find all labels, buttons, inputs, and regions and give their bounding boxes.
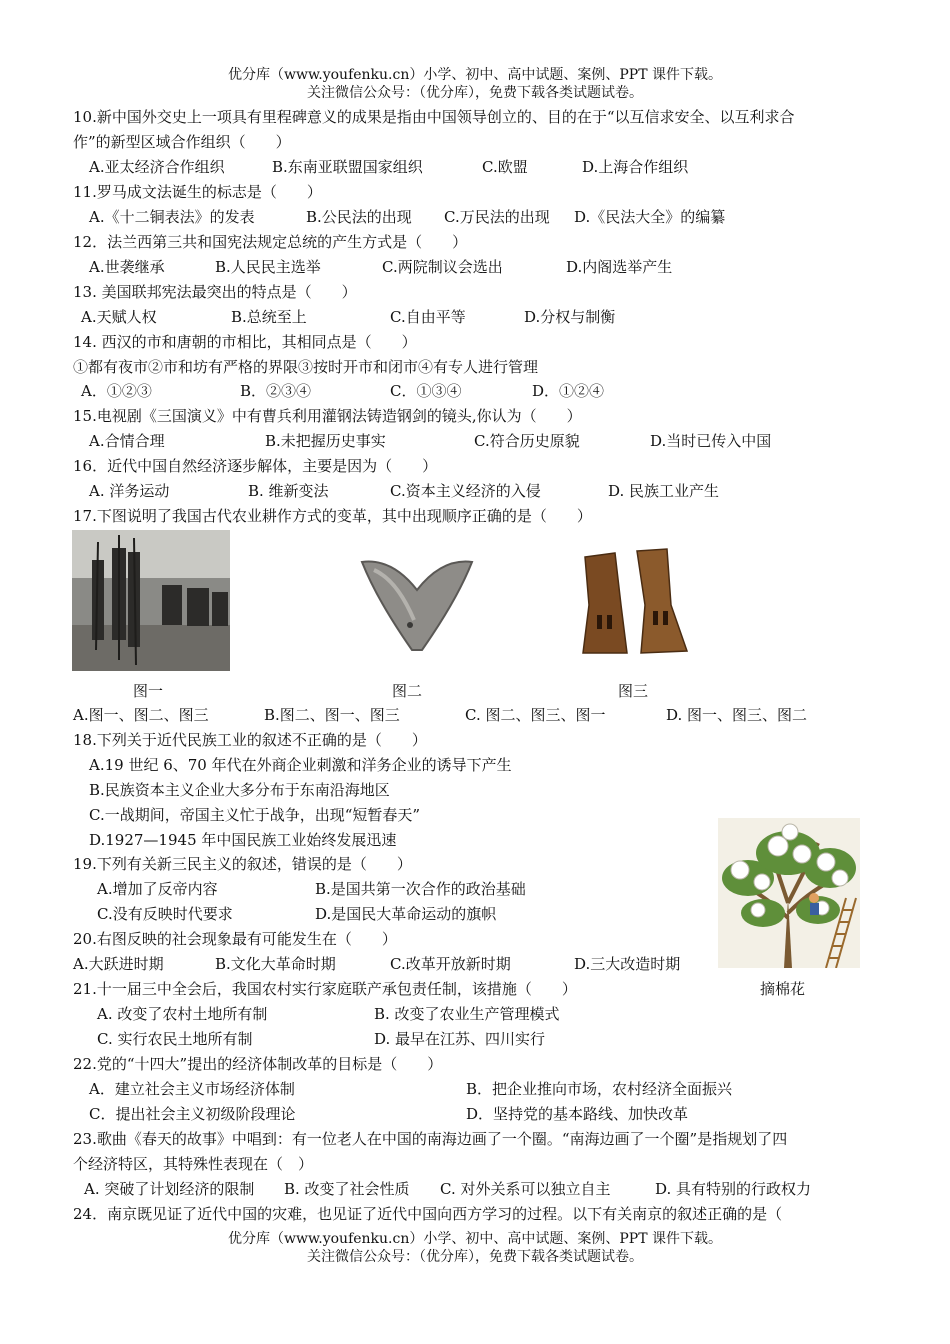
q16-option-d: D. 民族工业产生 bbox=[608, 482, 720, 500]
figure-3-spade-heads bbox=[575, 545, 701, 657]
q19-stem: 19.下列有关新三民主义的叙述，错误的是（ ） bbox=[73, 855, 412, 873]
q16-option-c: C.资本主义经济的入侵 bbox=[390, 482, 541, 500]
q11-option-c: C.万民法的出现 bbox=[444, 208, 550, 226]
q23-option-c: C. 对外关系可以独立自主 bbox=[440, 1180, 611, 1198]
q11-option-d: D.《民法大全》的编纂 bbox=[574, 208, 726, 226]
q10-option-b: B.东南亚联盟国家组织 bbox=[272, 158, 423, 176]
q13-stem: 13. 美国联邦宪法最突出的特点是（ ） bbox=[73, 283, 357, 301]
q21-option-d: D. 最早在江苏、四川实行 bbox=[374, 1030, 546, 1048]
q14-option-c: C．①③④ bbox=[390, 382, 462, 400]
q23-stem-1: 23.歌曲《春天的故事》中唱到：有一位老人在中国的南海边画了一个圈。“南海边画了一个圈”是指规划了四 bbox=[73, 1130, 788, 1148]
q17-option-c: C. 图二、图三、图一 bbox=[465, 706, 606, 724]
q21-option-a: A. 改变了农村土地所有制 bbox=[97, 1005, 268, 1023]
q10-stem-2: 作”的新型区域合作组织（ ） bbox=[73, 133, 291, 151]
q16-option-b: B. 维新变法 bbox=[248, 482, 329, 500]
q23-stem-2: 个经济特区，其特殊性表现在（ ） bbox=[73, 1155, 314, 1173]
q17-option-d: D. 图一、图三、图二 bbox=[666, 706, 808, 724]
q17-stem: 17.下图说明了我国古代农业耕作方式的变革，其中出现顺序正确的是（ ） bbox=[73, 507, 592, 525]
q13-option-d: D.分权与制衡 bbox=[524, 308, 616, 326]
q22-option-d: D．坚持党的基本路线、加快改革 bbox=[466, 1105, 689, 1123]
q13-option-c: C.自由平等 bbox=[390, 308, 466, 326]
q19-option-c: C.没有反映时代要求 bbox=[97, 905, 233, 923]
q18-option-d: D.1927—1945 年中国民族工业始终发展迅速 bbox=[89, 831, 397, 849]
footer-line-1: 优分库（www.youfenku.cn）小学、初中、高中试题、案例、PPT 课件下载。 bbox=[227, 1231, 722, 1247]
q16-option-a: A. 洋务运动 bbox=[89, 482, 170, 500]
q18-option-b: B.民族资本主义企业大多分布于东南沿海地区 bbox=[89, 781, 390, 799]
q22-option-c: C．提出社会主义初级阶段理论 bbox=[89, 1105, 296, 1123]
cotton-picking-caption: 摘棉花 bbox=[760, 980, 806, 998]
q15-option-c: C.符合历史原貌 bbox=[474, 432, 580, 450]
q12-option-a: A.世袭继承 bbox=[89, 258, 165, 276]
q10-option-d: D.上海合作组织 bbox=[582, 158, 689, 176]
q17-option-a: A.图一、图二、图三 bbox=[73, 706, 209, 724]
q15-option-b: B.未把握历史事实 bbox=[265, 432, 386, 450]
q11-option-a: A.《十二铜表法》的发表 bbox=[89, 208, 255, 226]
q19-option-b: B.是国共第一次合作的政治基础 bbox=[315, 880, 526, 898]
q15-stem: 15.电视剧《三国演义》中有曹兵利用灌钢法铸造钢剑的镜头,你认为（ ） bbox=[73, 407, 582, 425]
q18-option-a: A.19 世纪 6、70 年代在外商企业刺激和洋务企业的诱导下产生 bbox=[89, 756, 512, 774]
q22-option-a: A．建立社会主义市场经济体制 bbox=[89, 1080, 295, 1098]
q14-option-a: A．①②③ bbox=[81, 382, 152, 400]
header-line-1: 优分库（www.youfenku.cn）小学、初中、高中试题、案例、PPT 课件下载。 bbox=[227, 67, 722, 83]
q15-option-d: D.当时已传入中国 bbox=[650, 432, 772, 450]
q11-stem: 11.罗马成文法诞生的标志是（ ） bbox=[73, 183, 322, 201]
q14-option-b: B．②③④ bbox=[240, 382, 312, 400]
q21-stem: 21.十一届三中全会后，我国农村实行家庭联产承包责任制，该措施（ ） bbox=[73, 980, 577, 998]
q14-items: ①都有夜市②市和坊有严格的界限③按时开市和闭市④有专人进行管理 bbox=[73, 358, 539, 376]
figure-2-caption: 图二 bbox=[392, 682, 423, 700]
q19-option-d: D.是国民大革命运动的旗帜 bbox=[315, 905, 497, 923]
footer-line-2: 关注微信公众号：（优分库），免费下载各类试题试卷。 bbox=[307, 1249, 643, 1265]
figure-2-plough-blade bbox=[352, 540, 482, 668]
cotton-picking-poster bbox=[718, 818, 860, 968]
q10-option-c: C.欧盟 bbox=[482, 158, 528, 176]
q12-option-c: C.两院制议会选出 bbox=[382, 258, 503, 276]
q10-option-a: A.亚太经济合作组织 bbox=[89, 158, 225, 176]
figure-1-caption: 图一 bbox=[133, 682, 164, 700]
header-line-2: 关注微信公众号：（优分库），免费下载各类试题试卷。 bbox=[307, 85, 643, 101]
q18-stem: 18.下列关于近代民族工业的叙述不正确的是（ ） bbox=[73, 731, 427, 749]
q13-option-b: B.总统至上 bbox=[231, 308, 307, 326]
q24-stem: 24．南京既见证了近代中国的灾难，也见证了近代中国向西方学习的过程。以下有关南京的叙述正确的是（ bbox=[73, 1205, 783, 1223]
q12-stem: 12．法兰西第三共和国宪法规定总统的产生方式是（ ） bbox=[73, 233, 468, 251]
q12-option-d: D.内阁选举产生 bbox=[566, 258, 673, 276]
figure-3-caption: 图三 bbox=[618, 682, 649, 700]
q13-option-a: A.天赋人权 bbox=[81, 308, 157, 326]
q19-option-a: A.增加了反帝内容 bbox=[97, 880, 218, 898]
q22-option-b: B．把企业推向市场，农村经济全面振兴 bbox=[466, 1080, 733, 1098]
q23-option-b: B. 改变了社会性质 bbox=[284, 1180, 410, 1198]
q12-option-b: B.人民民主选举 bbox=[215, 258, 321, 276]
q20-stem: 20.右图反映的社会现象最有可能发生在（ ） bbox=[73, 930, 397, 948]
q14-stem: 14. 西汉的市和唐朝的市相比，其相同点是（ ） bbox=[73, 333, 417, 351]
q20-option-b: B.文化大革命时期 bbox=[215, 955, 336, 973]
q14-option-d: D．①②④ bbox=[532, 382, 605, 400]
q20-option-d: D.三大改造时期 bbox=[574, 955, 681, 973]
q11-option-b: B.公民法的出现 bbox=[306, 208, 412, 226]
q23-option-d: D. 具有特别的行政权力 bbox=[655, 1180, 812, 1198]
q18-option-c: C.一战期间，帝国主义忙于战争，出现“短暂春天” bbox=[89, 806, 421, 824]
q21-option-b: B. 改变了农业生产管理模式 bbox=[374, 1005, 560, 1023]
q21-option-c: C. 实行农民土地所有制 bbox=[97, 1030, 253, 1048]
q22-stem: 22.党的“十四大”提出的经济体制改革的目标是（ ） bbox=[73, 1055, 443, 1073]
q20-option-a: A.大跃进时期 bbox=[73, 955, 164, 973]
q17-option-b: B.图二、图一、图三 bbox=[264, 706, 400, 724]
figure-1-farmers-photo bbox=[72, 530, 230, 671]
q23-option-a: A. 突破了计划经济的限制 bbox=[84, 1180, 255, 1198]
q16-stem: 16．近代中国自然经济逐步解体，主要是因为（ ） bbox=[73, 457, 438, 475]
q15-option-a: A.合情合理 bbox=[89, 432, 165, 450]
q10-stem-1: 10.新中国外交史上一项具有里程碑意义的成果是指由中国领导创立的、目的在于“以互信求安全、以互利求合 bbox=[73, 108, 795, 126]
q20-option-c: C.改革开放新时期 bbox=[390, 955, 511, 973]
